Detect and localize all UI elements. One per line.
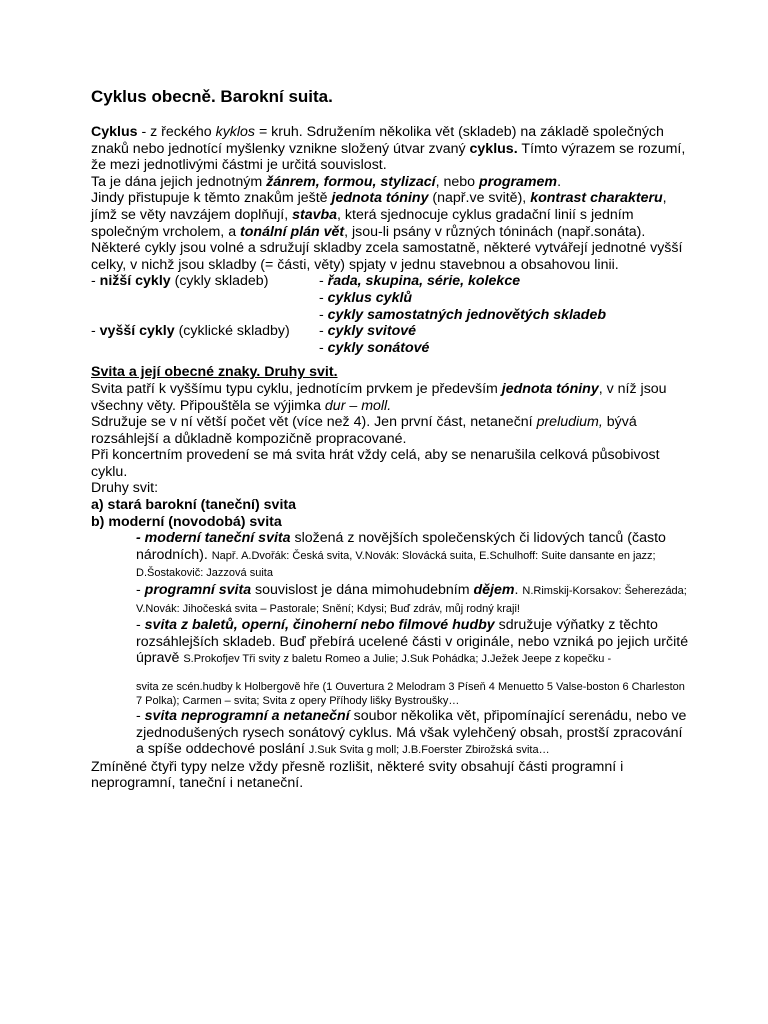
paragraph-cyklus bbox=[91, 124, 691, 174]
term-program: programem bbox=[479, 173, 558, 190]
subtype-balet-examples: svita ze scén.hudby k Holbergově hře (1 Ouvertura 2 Melodram 3 Píseň 4 Menuetto 5 Valse-boston 6 Charleston 7 Polka); Carmen – svita; Svita z opery Příhody lišky Bystroušky… bbox=[136, 681, 685, 707]
type-a: a) stará barokní (taneční) svita bbox=[91, 497, 296, 514]
text: Ta je dána jejich jednotným bbox=[91, 173, 267, 190]
text: , jímž se věty navzájem doplňují, bbox=[91, 190, 667, 223]
list-label: - nižší cykly (cykly skladeb) bbox=[91, 273, 269, 290]
text: = kruh. Sdružením několika vět (skladeb) na základě společných znaků nebo jednotící myšlenky vznikne složený útvar zvaný bbox=[91, 124, 664, 157]
paragraph-druhy: Druhy svit: bbox=[91, 480, 159, 497]
paragraph-nektere: Některé cykly jsou volné a sdružují skladby zcela samostatně, některé vytvářejí jednotné vyšší celky, v nichž jsou skladby (= části, věty) spjaty v jednu stavebnou a obsahovou linii. bbox=[91, 240, 683, 273]
term-kontrast: kontrast charakteru bbox=[530, 190, 663, 207]
subtype-balet: - svita z baletů, operní, činoherní nebo filmové hudby sdružuje výňatky z těchto rozsáhlejších skladeb. Buď přebírá ucelené části v originále, nebo vzniká po jejich určité úpravě S.Prokofjev Tři svity z baletu Romeo a Julie; J.Suk Pohádka; J.Ježek Jeepe z kopečku - bbox=[136, 617, 689, 667]
text: Jindy přistupuje k těmto znakům ještě bbox=[91, 190, 332, 207]
term-jednota: jednota tóniny bbox=[331, 190, 429, 207]
text: (např.ve svitě), bbox=[428, 190, 531, 207]
list-item: - cykly samostatných jednovětých skladeb bbox=[319, 306, 607, 323]
paragraph-jindy bbox=[91, 190, 691, 240]
paragraph-koncert: Při koncertním provedení se má svita hrát vždy celá, aby se nenarušila celková působivost cyklu. bbox=[91, 447, 660, 480]
subtype-moderni: - moderní taneční svita složená z novějších společenských či lidových tanců (často národních). Např. A.Dvořák: Česká svita, V.Novák: Slovácká suita, E.Schulhoff: Suite dansante en jazz; D.Šostakovič: Jazzová suita bbox=[136, 530, 666, 580]
document-page bbox=[91, 86, 691, 792]
text: , nebo bbox=[435, 173, 479, 190]
term-cyklus-bold: cyklus. bbox=[469, 140, 518, 157]
term-cyklus: Cyklus bbox=[91, 124, 138, 140]
text: - z řeckého bbox=[137, 124, 216, 140]
text: Tímto výrazem se rozumí, že mezi jednotlivými částmi je určitá souvislost. bbox=[91, 140, 686, 174]
paragraph-sdruzuje: Sdružuje se v ní větší počet vět (více než 4). Jen první část, netaneční preludium, bývá rozsáhlejší a důkladně kompozičně propracované. bbox=[91, 414, 637, 447]
subtype-programni: - programní svita souvislost je dána mimohudebním dějem. N.Rimskij-Korsakov: Šeherezáda; V.Novák: Jihočeská svita – Pastorale; Snění; Kdysi; Buď zdráv, můj rodný kraji! bbox=[136, 582, 687, 615]
paragraph-svita: Svita patří k vyššímu typu cyklu, jednotícím prvkem je především jednota tóniny, v níž jsou všechny věty. Připouštěla se výjimka dur – moll. bbox=[91, 380, 667, 414]
paragraph-zanr bbox=[91, 174, 691, 191]
text: . bbox=[557, 173, 562, 190]
term-zanr: žánrem, formou, stylizací bbox=[266, 173, 436, 190]
list-items bbox=[319, 273, 606, 323]
type-b: b) moderní (novodobá) svita bbox=[91, 513, 282, 530]
page-title: Cyklus obecně. Barokní suita. bbox=[91, 87, 333, 106]
list-item: - cykly svitové bbox=[319, 323, 417, 340]
list-items bbox=[319, 323, 429, 356]
list-vyssi-cykly bbox=[91, 323, 691, 356]
list-item: - cyklus cyklů bbox=[319, 289, 413, 306]
subtype-neprogramni: - svita neprogramní a netaneční soubor několika vět, připomínající serenádu, nebo ve zjednodušených rysech sonátový cyklus. Má však vylehčený obsah, prostší zpracování a spíše oddechové poslání J.Suk Svita g moll; J.B.Foerster Zbirožská svita… bbox=[136, 708, 687, 758]
term-kyklos: kyklos bbox=[215, 124, 256, 140]
list-label: - vyšší cykly (cyklické skladby) bbox=[91, 323, 290, 340]
text: , jsou-li psány v různých tóninách (např.sonáta). bbox=[344, 223, 646, 240]
list-item: - cykly sonátové bbox=[319, 339, 430, 356]
list-item: - řada, skupina, série, kolekce bbox=[319, 273, 521, 290]
list-nizsi-cykly bbox=[91, 273, 691, 323]
term-tonalni: tonální plán vět bbox=[240, 223, 345, 240]
section-heading: Svita a její obecné znaky. Druhy svit. bbox=[91, 364, 338, 381]
term-stavba: stavba bbox=[292, 206, 338, 223]
paragraph-zaver: Zmíněné čtyři typy nelze vždy přesně rozlišit, některé svity obsahují části programní i neprogramní, taneční i netaneční. bbox=[91, 758, 624, 792]
text: , která sjednocuje cyklus gradační linií s jedním společným vrcholem, a bbox=[91, 206, 634, 240]
